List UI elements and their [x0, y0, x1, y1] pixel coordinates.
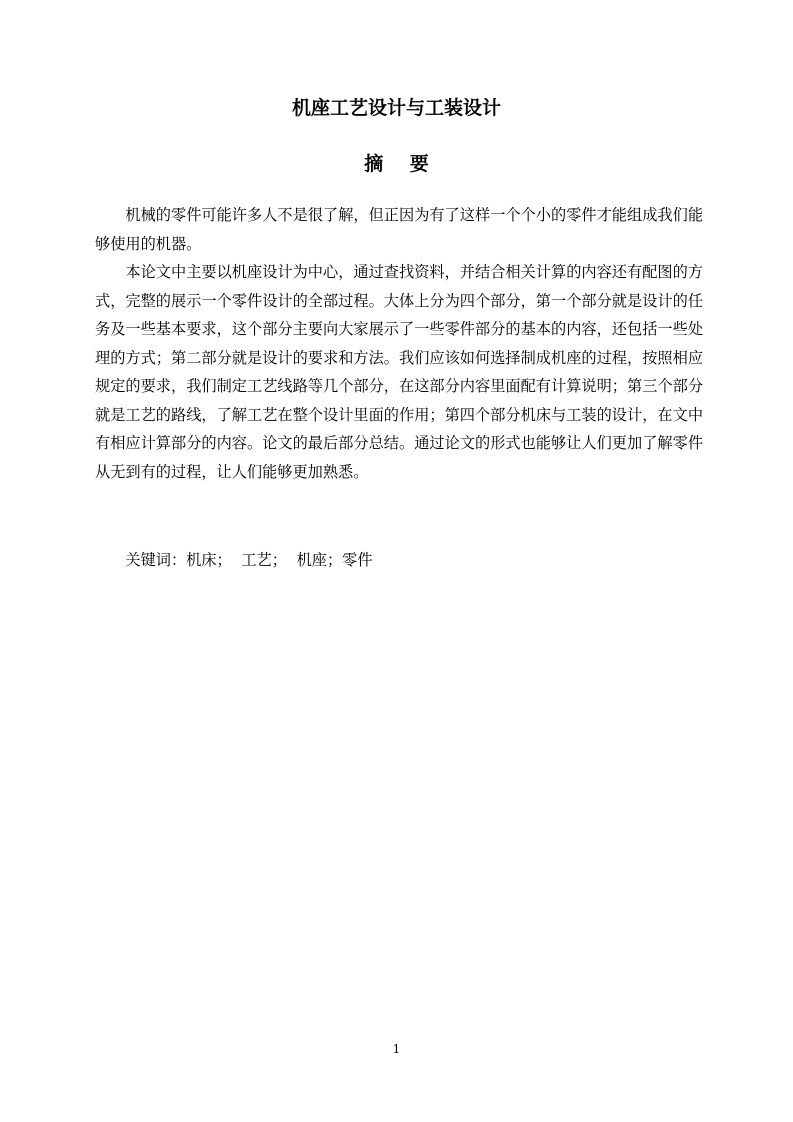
page-title: 机座工艺设计与工装设计	[291, 97, 501, 119]
abstract-heading: 摘 要	[364, 153, 439, 175]
abstract-paragraph-2: 本论文中主要以机座设计为中心，通过查找资料，并结合相关计算的内容还有配图的方式，完整的展示一个零件设计的全部过程。大体上分为四个部分，第一个部分就是设计的任务及一些基本要求，这个部分主要向大家展示了一些零件部分的基本的内容，还包括一些处理的方式；第二部分就是设计的要求和方法。我们应该如何选择制成机座的过程，按照相应规定的要求，我们制定工艺线路等几个部分，在这部分内容里面配有计算说明；第三个部分就是工艺的路线，了解工艺在整个设计里面的作用；第四个部分机床与工装的设计，在文中有相应计算部分的内容。论文的最后部分总结。通过论文的形式也能够让人们更加了解零件从无到有的过程，让人们能够更加熟悉。	[95, 263, 703, 481]
page-number: 1	[392, 1042, 401, 1056]
abstract-paragraph-1: 机械的零件可能许多人不是很了解，但正因为有了这样一个个小的零件才能组成我们能够使用的机器。	[95, 206, 703, 253]
keywords-line: 关键词：机床； 工艺； 机座；零件	[125, 551, 373, 569]
abstract-body	[95, 201, 703, 486]
